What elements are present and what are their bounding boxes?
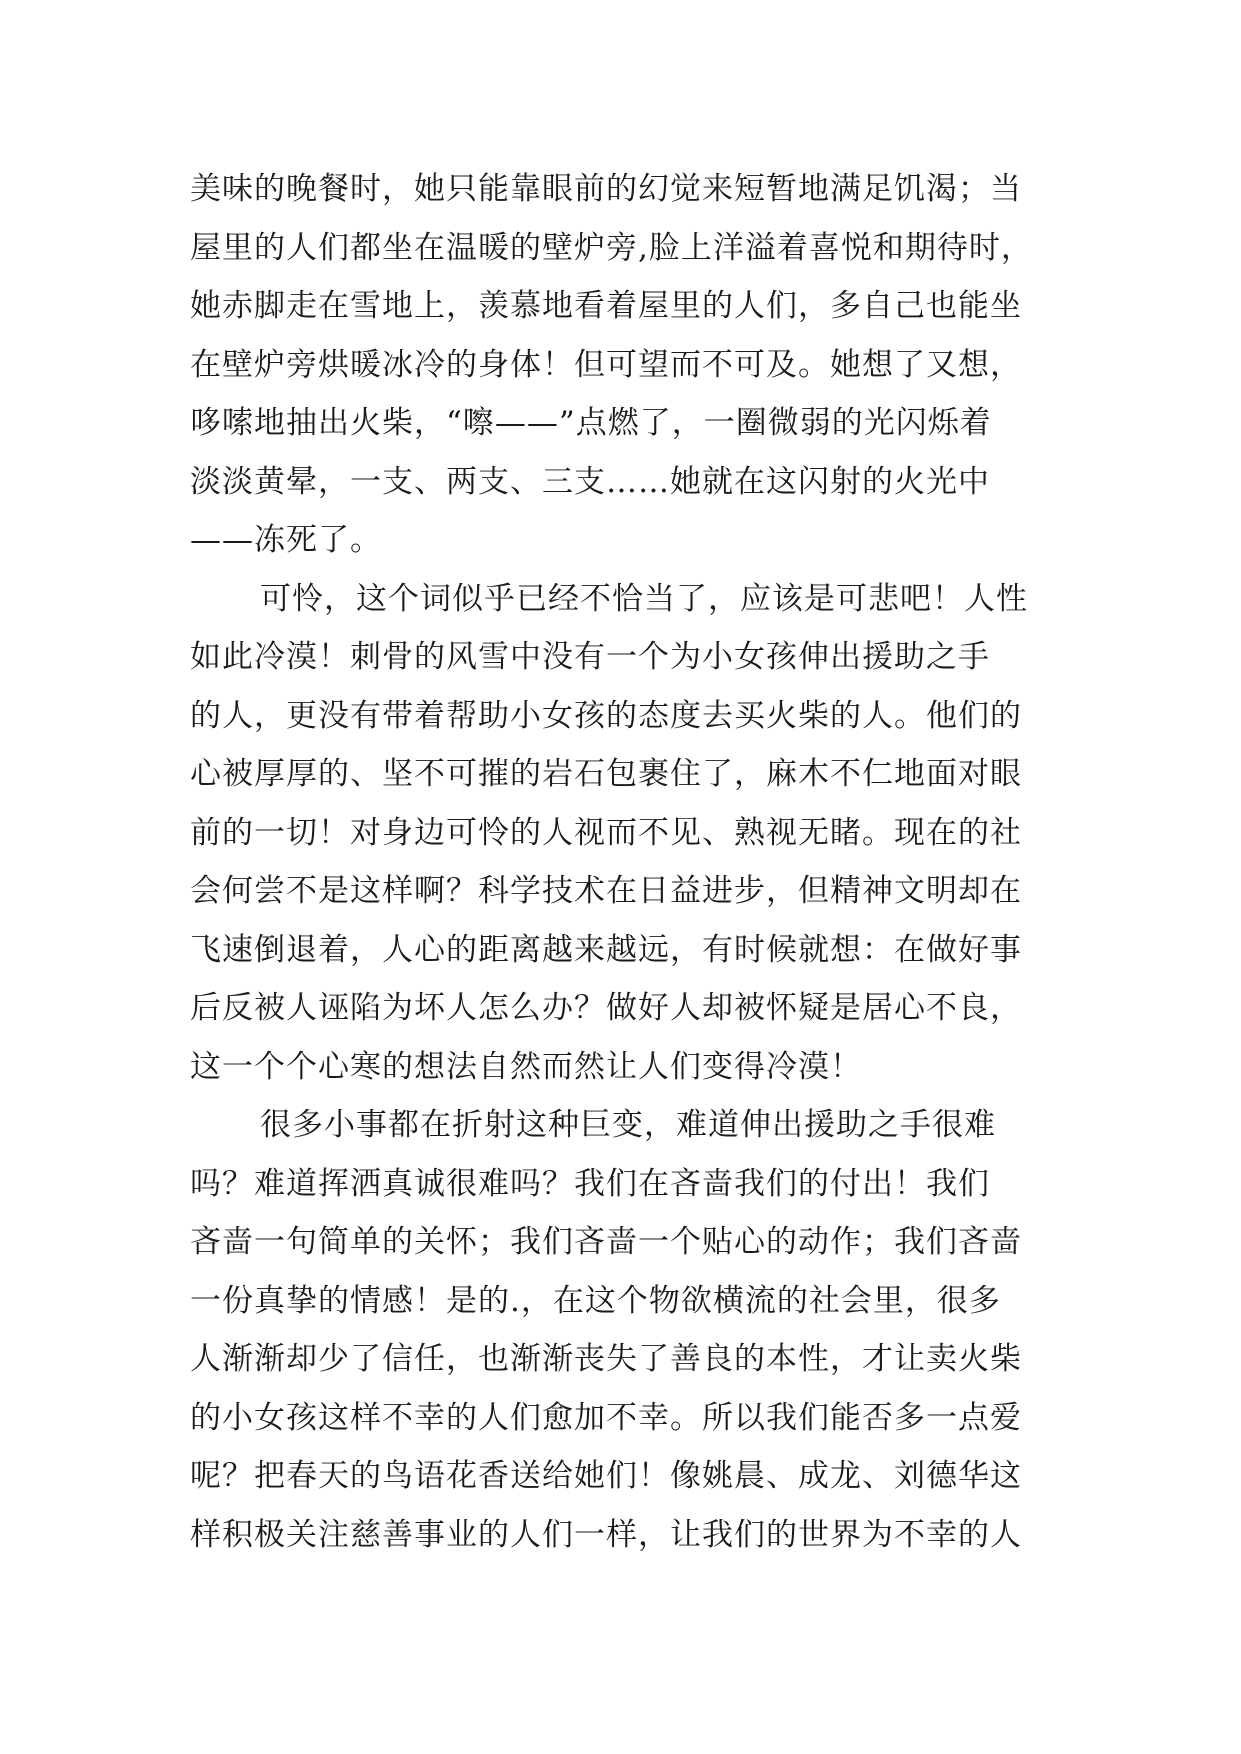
text-line: 的人，更没有带着帮助小女孩的态度去买火柴的人。他们的 <box>190 697 1022 734</box>
text-line: 人渐渐却少了信任，也渐渐丧失了善良的本性，才让卖火柴 <box>190 1341 1022 1377</box>
text-line: 在壁炉旁烘暖冰冷的身体！但可望而不可及。她想了又想， <box>190 346 1022 383</box>
text-line: 美味的晚餐时，她只能靠眼前的幻觉来短暂地满足饥渴；当 <box>190 171 1022 207</box>
body-text <box>190 160 1090 1564</box>
text-line: 心被厚厚的、坚不可摧的岩石包裹住了，麻木不仁地面对眼 <box>190 756 1022 792</box>
text-line: 飞速倒退着，人心的距离越来越远，有时候就想：在做好事 <box>190 931 1022 968</box>
text-line: 呢？把春天的鸟语花香送给她们！像姚晨、成龙、刘德华这 <box>190 1458 1022 1494</box>
text-line: 样积极关注慈善事业的人们一样，让我们的世界为不幸的人 <box>190 1516 1022 1553</box>
paragraph-first-line: 很多小事都在折射这种巨变，难道伸出援助之手很难 <box>260 1107 996 1143</box>
text-line: 如此冷漠！刺骨的风雪中没有一个为小女孩伸出援助之手 <box>190 639 990 675</box>
text-line: 这一个个心寒的想法自然而然让人们变得冷漠！ <box>190 1048 862 1085</box>
text-line: 一份真挚的情感！是的.，在这个物欲横流的社会里，很多 <box>190 1282 1001 1319</box>
text-line: 哆嗦地抽出火柴，“嚓——”点燃了，一圈微弱的光闪烁着 <box>190 405 992 441</box>
text-line: 会何尝不是这样啊？科学技术在日益进步，但精神文明却在 <box>190 873 1022 909</box>
text-line: 她赤脚走在雪地上，羡慕地看着屋里的人们，多自己也能坐 <box>190 288 1022 324</box>
text-line: 屋里的人们都坐在温暖的壁炉旁,脸上洋溢着喜悦和期待时， <box>190 229 1033 266</box>
text-line: 前的一切！对身边可怜的人视而不见、熟视无睹。现在的社 <box>190 814 1022 851</box>
paragraph-first-line: 可怜，这个词似乎已经不恰当了，应该是可悲吧！人性 <box>260 580 1028 617</box>
text-line: 吗？难道挥洒真诚很难吗？我们在吝啬我们的付出！我们 <box>190 1165 990 1202</box>
text-line: 的小女孩这样不幸的人们愈加不幸。所以我们能否多一点爱 <box>190 1399 1022 1436</box>
text-line: 后反被人诬陷为坏人怎么办？做好人却被怀疑是居心不良， <box>190 990 1022 1026</box>
text-line: 吝啬一句简单的关怀；我们吝啬一个贴心的动作；我们吝啬 <box>190 1224 1022 1260</box>
text-line: ——冻死了。 <box>190 522 382 558</box>
text-line: 淡淡黄晕，一支、两支、三支……她就在这闪射的火光中 <box>190 463 990 500</box>
